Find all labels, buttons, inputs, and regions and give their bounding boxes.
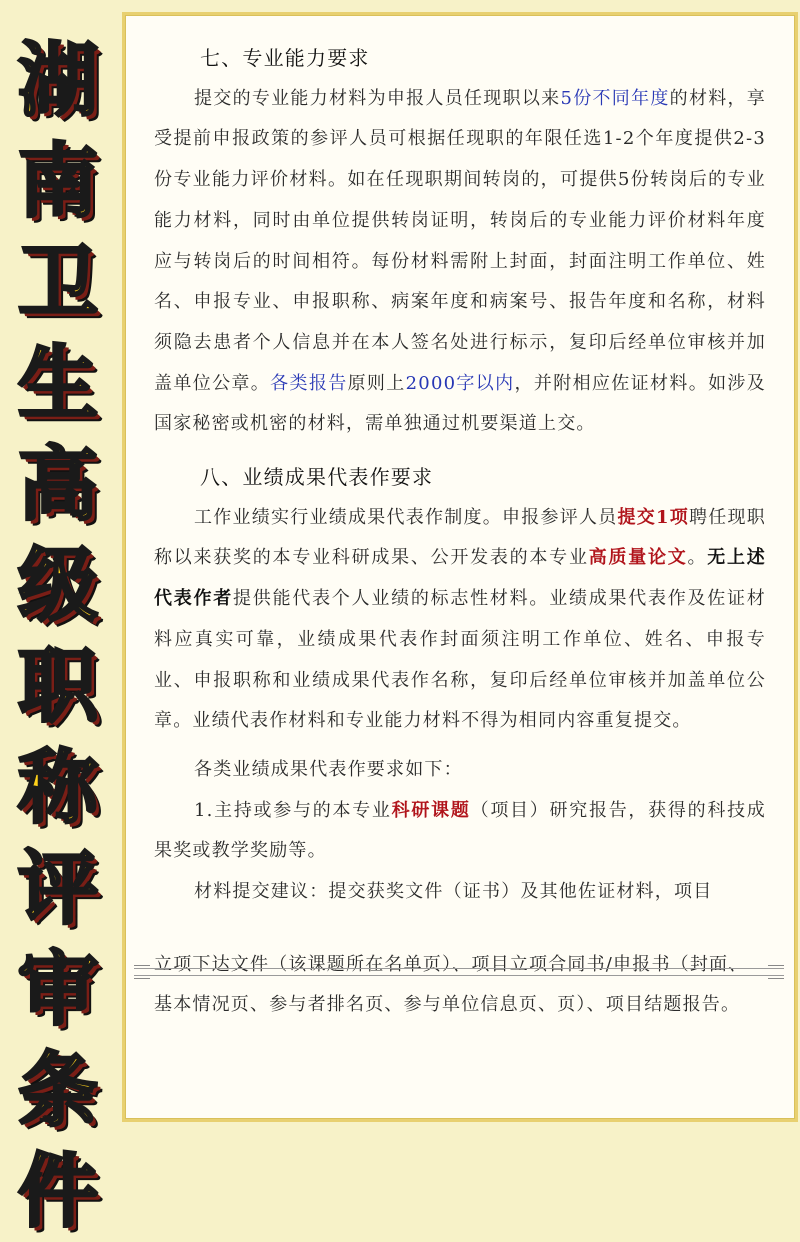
document-content	[154, 38, 766, 1026]
section-8-paragraph	[154, 498, 766, 742]
divider-cap	[134, 965, 150, 979]
section-8-heading: 八、业绩成果代表作要求	[200, 465, 434, 490]
text-run: 1.主持或参与的本专业	[194, 799, 392, 821]
requirement-item-1	[154, 791, 766, 872]
highlight-red-text: 科研课题	[391, 799, 471, 821]
submission-suggestion: 材料提交建议：提交获奖文件（证书）及其他佐证材料，项目	[194, 881, 713, 903]
text-run: 原则上	[347, 372, 406, 394]
text-run: 聘任现职称以来获奖的本专业科研成果、公开发表的本专业	[154, 506, 766, 569]
side-title-char: 南	[18, 135, 98, 228]
side-title-char: 称	[18, 741, 98, 834]
text-run: 提供能代表个人业绩的标志性材料。业绩成果代表作及佐证材料应真实可靠，业绩成果代表作封面须注明工作单位、姓名、申报专业、申报职称和业绩成果代表作名称，复印后经单位审核并加盖单位公章。业绩代表作材料和专业能力材料不得为相同内容重复提交。	[154, 588, 766, 732]
text-run: ，并附相应佐证材料。如涉及国家秘密或机密的材料，需单独通过机要渠道上交。	[154, 372, 766, 435]
bold-text: 无上述代表作者	[154, 547, 766, 610]
highlight-blue-text: 5份不同年度	[560, 87, 670, 109]
side-title-char: 湖	[18, 34, 98, 127]
side-title-char: 条	[18, 1044, 98, 1137]
section-7-heading: 七、专业能力要求	[200, 46, 370, 70]
side-title-char: 审	[18, 943, 98, 1036]
text-run: （项目）研究报告，获得的科技成果奖或教学奖励等。	[154, 799, 766, 862]
highlight-blue-text: 2000字以内	[405, 372, 515, 394]
highlight-red-text: 提交1项	[617, 506, 690, 528]
side-title	[8, 30, 108, 1242]
text-run: 的材料，享受提前申报政策的参评人员可根据任现职的年限任选1-2个年度提供2-3份专业能力评价材料。如在任现职期间转岗的，可提供5份转岗后的专业能力材料，同时由单位提供转岗证明，转岗后的专业能力评价材料年度应与转岗后的时间相符。每份材料需附上封面，封面注明工作单位、姓名、申报专业、申报职称、病案年度和病案号、报告年度和名称，材料须隐去患者个人信息并在本人签名处进行标示，复印后经单位审核并加盖单位公章。	[154, 87, 767, 394]
side-title-char: 评	[18, 842, 98, 935]
highlight-red-text: 高质量论文	[588, 547, 688, 569]
requirements-intro: 各类业绩成果代表作要求如下：	[194, 758, 463, 780]
side-title-char: 高	[18, 438, 98, 531]
section-7-paragraph	[154, 79, 766, 445]
text-run: 工作业绩实行业绩成果代表作制度。申报参评人员	[194, 506, 618, 528]
divider-cap	[768, 965, 784, 979]
submission-suggestion-continued: 立项下达文件（该课题所在名单页）、项目立项合同书/申报书（封面、基本情况页、参与者排名页、参与单位信息页、页）、项目结题报告。	[154, 953, 748, 1016]
text-run: 。	[687, 547, 708, 569]
spacer	[154, 742, 766, 750]
side-title-char: 卫	[18, 236, 98, 329]
page-divider	[134, 968, 784, 976]
text-run: 提交的专业能力材料为申报人员任现职以来	[194, 87, 561, 109]
side-title-char: 职	[18, 640, 98, 733]
side-title-char: 生	[18, 337, 98, 430]
side-title-char: 级	[18, 539, 98, 632]
side-title-char: 件	[18, 1145, 98, 1238]
highlight-blue-text: 各类报告	[270, 372, 348, 394]
spacer	[154, 445, 766, 457]
